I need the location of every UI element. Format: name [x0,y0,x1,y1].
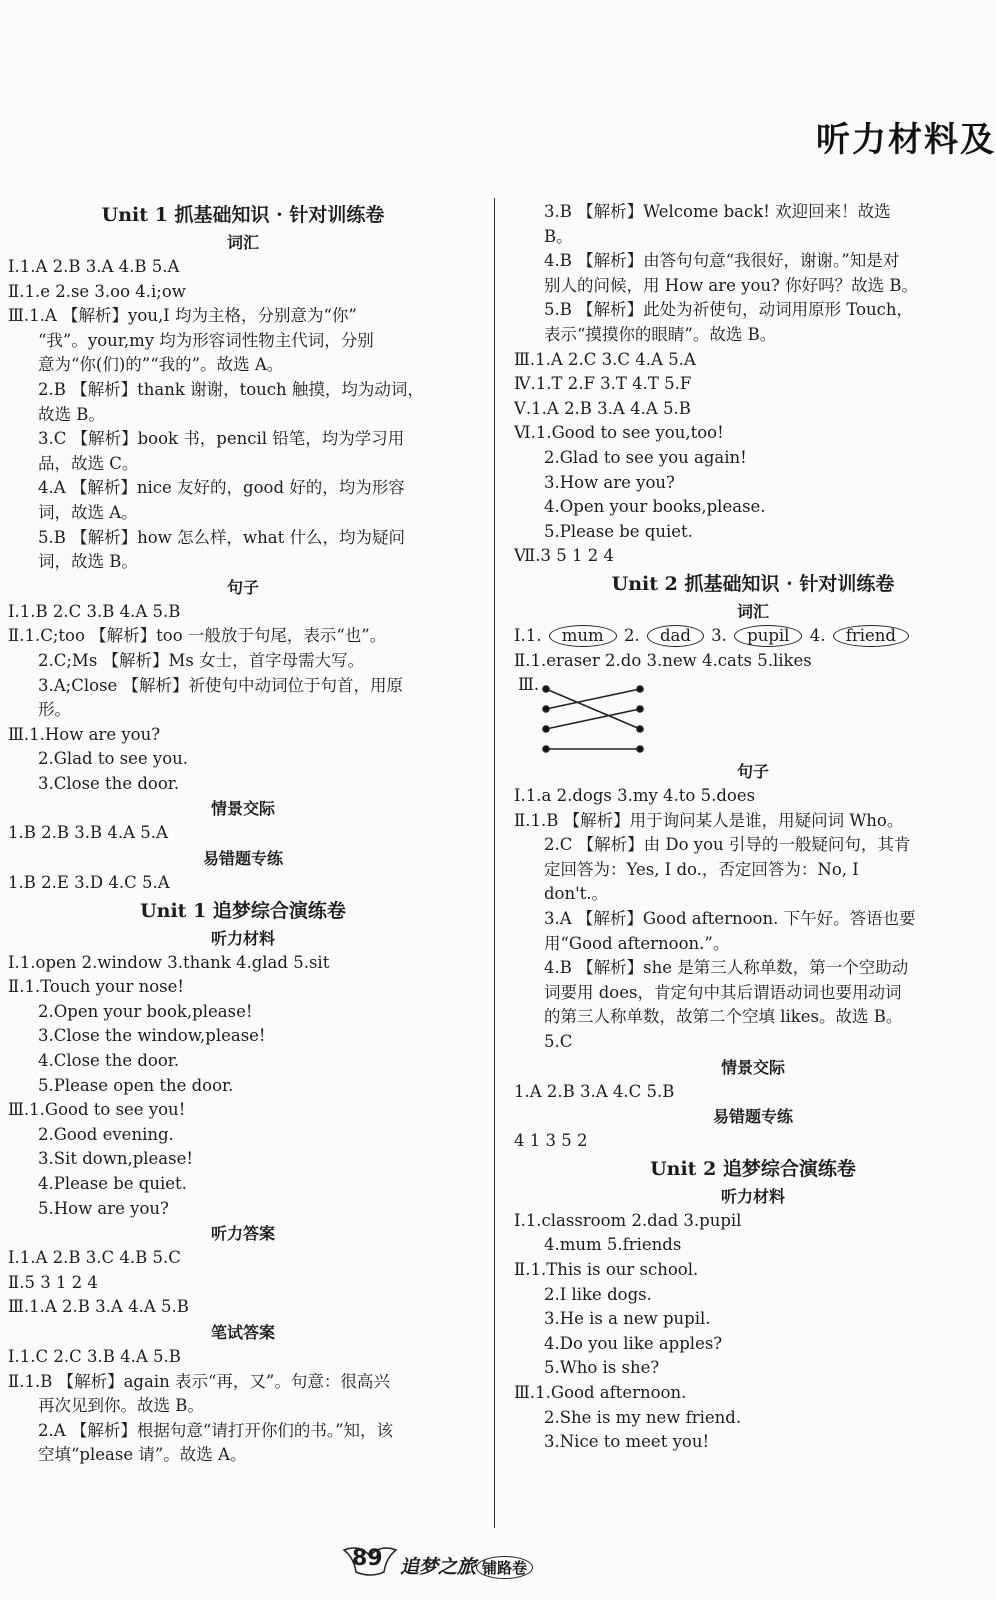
answer-line: Ⅰ.1.open 2.window 3.thank 4.glad 5.sit [8,952,330,972]
answer-line: Ⅱ.1.Touch your nose! [8,977,185,997]
answer-line: Ⅱ.1.This is our school. [514,1260,699,1279]
matching-lines [540,683,650,757]
item-number: Ⅲ. [518,675,540,695]
subsection-heading: 听力材料 [720,1186,785,1206]
answer-line: Ⅲ.1.How are you? [8,724,161,744]
answer-line: 空填“please 请”。故选 A。 [38,1445,247,1465]
item-number: 4. [809,625,826,645]
answer-line: 词要用 does，肯定句中其后谓语动词也要用动词 [544,982,902,1002]
answer-line: 1.B 2.E 3.D 4.C 5.A [8,873,170,893]
subsection-heading: 句子 [736,762,769,782]
circled-word: dad [647,625,704,647]
subsection-heading: 情景交际 [210,799,275,819]
answer-line: 4.mum 5.friends [544,1235,682,1255]
answer-line: Ⅶ.3 5 1 2 4 [514,546,615,566]
answer-line: Ⅱ.5 3 1 2 4 [8,1272,98,1292]
answer-line: don't.。 [544,884,609,904]
answer-line: 3.Close the window,please! [38,1026,266,1046]
answer-line: 4.Do you like apples? [544,1333,723,1353]
answer-line: Ⅵ.1.Good to see you,too! [514,423,724,443]
section-title: Unit 1 追梦综合演练卷 [140,899,346,922]
page-footer [340,1540,570,1590]
subsection-heading: 听力答案 [210,1224,275,1244]
answer-line: 2.C;Ms 【解析】Ms 女士，首字母需大写。 [38,650,365,670]
answer-line: 3.He is a new pupil. [544,1309,711,1329]
answer-line: 故选 B。 [38,404,105,424]
answer-line: Ⅰ.1.classroom 2.dad 3.pupil [514,1210,742,1230]
matching-diagram [518,673,992,759]
answer-line: 再次见到你。故选 B。 [38,1396,204,1416]
subsection-heading: 句子 [226,577,259,597]
answer-line: 1.A 2.B 3.A 4.C 5.B [514,1081,675,1101]
answer-line: 意为“你(们)的”“我的”。故选 A。 [38,355,284,375]
answer-line: 4.B 【解析】she 是第三人称单数，第一个空助动 [544,958,909,978]
brand-text: 追梦之旅 [400,1556,477,1578]
answer-line: Ⅲ.1.A 2.B 3.A 4.A 5.B [8,1297,189,1317]
answer-line: 3.Sit down,please! [38,1149,193,1169]
subsection-heading: 词汇 [736,601,769,621]
answer-line: 2.Open your book,please! [38,1001,253,1021]
answer-line: 3.C 【解析】book 书，pencil 铅笔，均为学习用 [38,429,405,449]
answer-line: 形。 [38,700,71,720]
answer-line: 品，故选 C。 [38,453,139,473]
answer-line: 5.How are you? [38,1198,169,1218]
answer-line: “我”。your,my 均为形容词性物主代词，分别 [38,330,374,350]
page-number: 89 [352,1546,383,1571]
answer-line: 3.How are you? [544,472,675,492]
answer-line: Ⅳ.1.T 2.F 3.T 4.T 5.F [514,374,692,394]
subsection-heading: 笔试答案 [210,1322,275,1342]
answer-line: 的第三人称单数，故第二个空填 likes。故选 B。 [544,1007,903,1027]
answer-line: Ⅱ.1.e 2.se 3.oo 4.i;ow [8,281,186,301]
answer-line: 2.I like dogs. [544,1284,652,1304]
answer-line: Ⅱ.1.B 【解析】again 表示“再，又”。句意：很高兴 [8,1371,390,1391]
answer-line: 3.B 【解析】Welcome back! 欢迎回来！故选 [544,202,891,221]
answer-line: 5.B 【解析】此处为祈使句，动词用原形 Touch， [544,300,914,320]
answer-line: Ⅲ.1.A 【解析】you,I 均为主格，分别意为“你” [8,306,357,326]
section-title: Unit 1 抓基础知识 · 针对训练卷 [101,204,385,226]
answer-line: Ⅰ.1.A 2.B 3.C 4.B 5.C [8,1248,181,1268]
left-column [8,200,478,1468]
answer-line: 定回答为：Yes, I do.，否定回答为：No, I [544,859,859,879]
answer-line: Ⅲ.1.A 2.C 3.C 4.A 5.A [514,349,696,369]
answer-line: 5.B 【解析】how 怎么样，what 什么，均为疑问 [38,527,406,547]
page-title: 听力材料及 [816,120,996,160]
brand-seal: 铺路卷 [476,1556,533,1579]
brand-name [400,1552,533,1579]
subsection-heading: 易错题专练 [712,1107,793,1127]
answer-line: Ⅰ.1.a 2.dogs 3.my 4.to 5.does [514,786,756,806]
answer-line: 词，故选 B。 [38,552,138,572]
answer-line: Ⅰ.1.A 2.B 3.A 4.B 5.A [8,257,180,276]
answer-line: 2.C 【解析】由 Do you 引导的一般疑问句，其肯 [544,835,911,855]
answer-line: Ⅰ.1.C 2.C 3.B 4.A 5.B [8,1346,181,1366]
answer-line: Ⅱ.1.eraser 2.do 3.new 4.cats 5.likes [514,650,812,670]
section-title: Unit 2 抓基础知识 · 针对训练卷 [611,572,895,595]
answer-line: 4.B 【解析】由答句句意“我很好，谢谢。”知是对 [544,251,900,271]
answer-line: 3.Nice to meet you! [544,1432,710,1452]
section-title: Unit 2 追梦综合演练卷 [650,1157,856,1180]
answer-line: B。 [544,226,573,246]
answer-line: 5.Who is she? [544,1358,660,1378]
answer-line: 5.Please be quiet. [544,521,693,541]
answer-line: 5.Please open the door. [38,1075,234,1095]
answer-line: 用“Good afternoon.”。 [544,933,730,953]
answer-line: 4.Please be quiet. [38,1174,187,1193]
answer-line: 3.Close the door. [38,773,180,793]
answer-line: 2.B 【解析】thank 谢谢，touch 触摸，均为动词， [38,379,424,399]
right-column [514,200,992,1455]
answer-line: 2.She is my new friend. [544,1407,742,1427]
answer-line: Ⅴ.1.A 2.B 3.A 4.A 5.B [514,398,691,418]
answer-line: 4.Open your books,please. [544,497,766,517]
answer-line: Ⅲ.1.Good to see you! [8,1100,186,1120]
circled-word: friend [833,625,909,647]
answer-line: 词，故选 A。 [38,502,138,522]
answer-line: 2.A 【解析】根据句意“请打开你们的书。”知，该 [38,1420,394,1440]
circled-word: pupil [734,625,802,647]
answer-line: 2.Glad to see you. [38,749,189,769]
answer-line: Ⅱ.1.C;too 【解析】too 一般放于句尾，表示“也”。 [8,626,387,646]
answer-line: 3.A;Close 【解析】祈使句中动词位于句首，用原 [38,675,404,695]
answer-line: 2.Glad to see you again! [544,447,747,467]
answer-line: 表示“摸摸你的眼睛”。故选 B。 [544,324,777,344]
answer-line: 别人的问候，用 How are you? 你好吗？故选 B。 [544,275,919,295]
answer-line: 2.Good evening. [38,1124,174,1144]
column-divider [494,198,495,1528]
circled-words-line [514,624,992,649]
subsection-heading: 易错题专练 [202,849,283,869]
subsection-heading: 听力材料 [210,928,275,948]
answer-line: 4 1 3 5 2 [514,1131,588,1151]
answer-line: 4.Close the door. [38,1051,180,1071]
item-number: 2. [623,625,640,645]
answer-line: Ⅰ.1.B 2.C 3.B 4.A 5.B [8,601,181,621]
item-number: Ⅰ.1. [514,625,542,645]
answer-line: Ⅲ.1.Good afternoon. [514,1382,687,1402]
answer-line: 4.A 【解析】nice 友好的，good 好的，均为形容 [38,478,405,498]
answer-line: 1.B 2.B 3.B 4.A 5.A [8,823,168,843]
answer-line: 5.C [544,1032,573,1052]
subsection-heading: 词汇 [226,233,259,252]
answer-line: 3.A 【解析】Good afternoon. 下午好。答语也要 [544,909,916,929]
item-number: 3. [711,625,727,645]
answer-line: Ⅱ.1.B 【解析】用于询问某人是谁，用疑问词 Who。 [514,810,904,830]
subsection-heading: 情景交际 [720,1057,785,1077]
circled-word: mum [549,625,617,647]
